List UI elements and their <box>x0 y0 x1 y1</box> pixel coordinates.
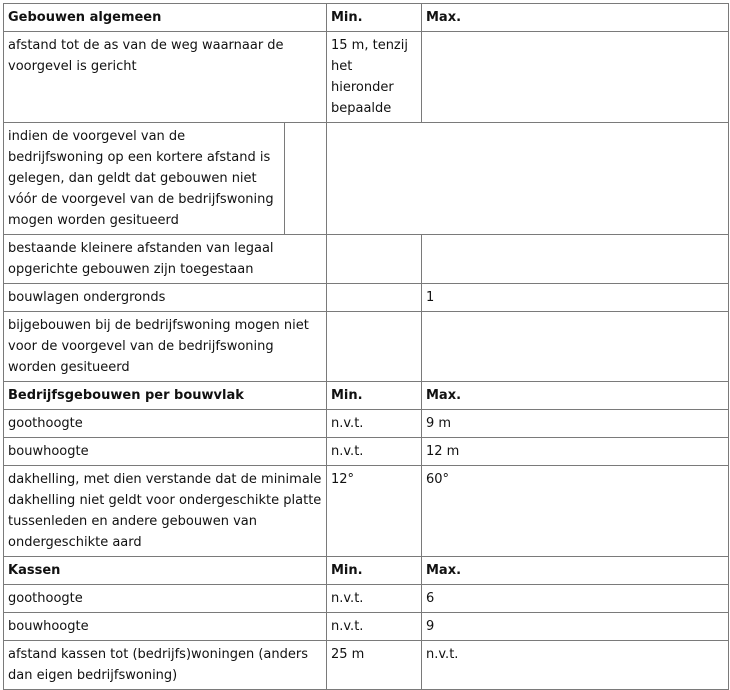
section-title: Kassen <box>4 557 327 585</box>
row-label: afstand tot de as van de weg waarnaar de voorgevel is gericht <box>4 32 327 123</box>
table-row <box>4 438 729 466</box>
max-header: Max. <box>422 382 729 410</box>
row-max: 60° <box>422 466 729 557</box>
row-label: dakhelling, met dien verstande dat de minimale dakhelling niet geldt voor ondergeschikte platte tussenleden en andere gebouwen van ondergeschikte aard <box>4 466 327 557</box>
row-min: 15 m, tenzij het hieronder bepaalde <box>327 32 422 123</box>
row-min <box>327 312 422 382</box>
row-empty-cell <box>285 123 327 235</box>
table-row <box>4 466 729 557</box>
table-row <box>4 235 729 284</box>
max-header: Max. <box>422 557 729 585</box>
row-min: 12° <box>327 466 422 557</box>
row-empty-cell <box>327 123 729 235</box>
row-max: 9 m <box>422 410 729 438</box>
section-header-row <box>4 4 729 32</box>
row-label: bestaande kleinere afstanden van legaal opgerichte gebouwen zijn toegestaan <box>4 235 327 284</box>
table-row <box>4 410 729 438</box>
row-max: 12 m <box>422 438 729 466</box>
row-label: bouwlagen ondergronds <box>4 284 327 312</box>
table-row <box>4 123 729 235</box>
min-header: Min. <box>327 557 422 585</box>
row-min <box>327 284 422 312</box>
min-header: Min. <box>327 4 422 32</box>
table-row <box>4 284 729 312</box>
row-min: n.v.t. <box>327 410 422 438</box>
row-min: n.v.t. <box>327 585 422 613</box>
section-header-row <box>4 557 729 585</box>
section-header-row <box>4 382 729 410</box>
row-label: goothoogte <box>4 410 327 438</box>
table-row <box>4 613 729 641</box>
min-header: Min. <box>327 382 422 410</box>
row-label: afstand kassen tot (bedrijfs)woningen (anders dan eigen bedrijfswoning) <box>4 641 327 690</box>
row-max: 1 <box>422 284 729 312</box>
row-max <box>422 312 729 382</box>
table-row <box>4 32 729 123</box>
row-min: 25 m <box>327 641 422 690</box>
table-row <box>4 585 729 613</box>
row-label: bijgebouwen bij de bedrijfswoning mogen niet voor de voorgevel van de bedrijfswoning worden gesitueerd <box>4 312 327 382</box>
row-min: n.v.t. <box>327 438 422 466</box>
row-min: n.v.t. <box>327 613 422 641</box>
regulations-table <box>3 3 729 690</box>
table-row <box>4 312 729 382</box>
row-max <box>422 235 729 284</box>
table-row <box>4 641 729 690</box>
row-label: goothoogte <box>4 585 327 613</box>
row-max: 6 <box>422 585 729 613</box>
row-label: bouwhoogte <box>4 613 327 641</box>
section-title: Gebouwen algemeen <box>4 4 327 32</box>
row-max: n.v.t. <box>422 641 729 690</box>
row-max <box>422 32 729 123</box>
section-title: Bedrijfsgebouwen per bouwvlak <box>4 382 327 410</box>
row-label: indien de voorgevel van de bedrijfswoning op een kortere afstand is gelegen, dan geldt dat gebouwen niet vóór de voorgevel van de bedrijfswoning mogen worden gesitueerd <box>4 123 285 235</box>
row-min <box>327 235 422 284</box>
max-header: Max. <box>422 4 729 32</box>
row-max: 9 <box>422 613 729 641</box>
row-label: bouwhoogte <box>4 438 327 466</box>
